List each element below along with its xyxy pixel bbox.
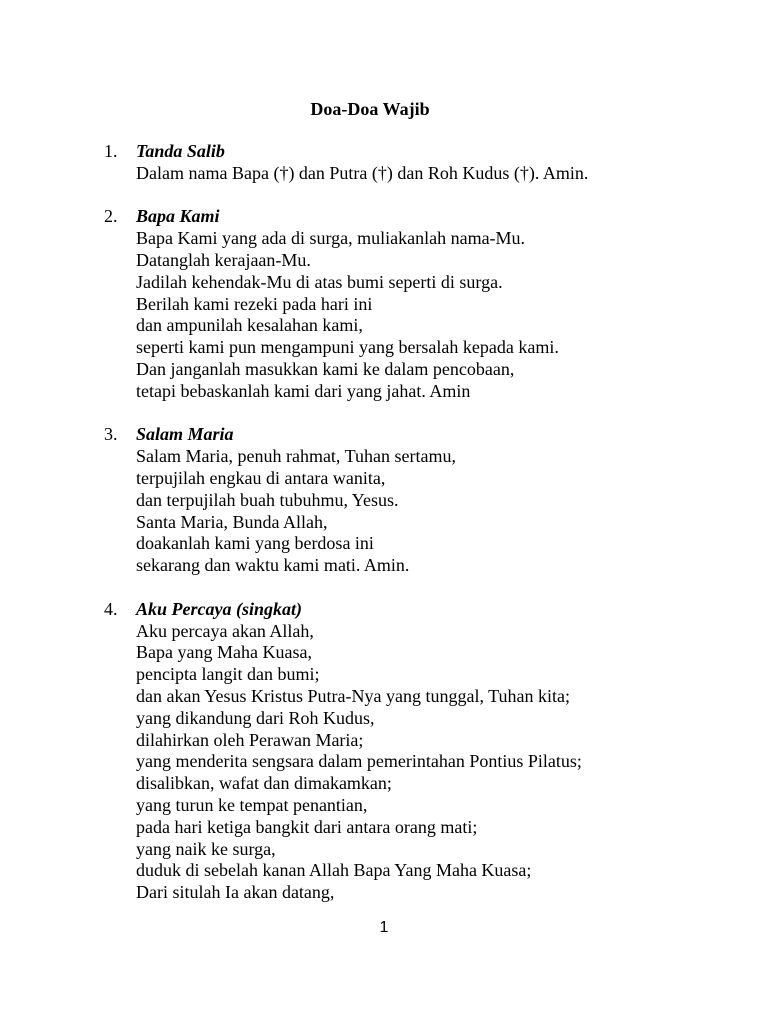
section-body (136, 424, 768, 577)
prayer-line: yang menderita sengsara dalam pemerintahan Pontius Pilatus; (136, 751, 582, 772)
prayer-line: Dan janganlah masukkan kami ke dalam pencobaan, (136, 358, 515, 379)
prayer-line: doakanlah kami yang berdosa ini (136, 533, 374, 554)
prayer-line: dilahirkan oleh Perawan Maria; (136, 729, 364, 750)
prayer-line: sekarang dan waktu kami mati. Amin. (136, 555, 410, 576)
section-heading: Bapa Kami (136, 206, 220, 227)
prayer-line: tetapi bebaskanlah kami dari yang jahat. Amin (136, 380, 471, 401)
prayer-line: pencipta langit dan bumi; (136, 664, 320, 685)
prayer-line: Santa Maria, Bunda Allah, (136, 511, 328, 532)
document-title: Doa-Doa Wajib (310, 99, 430, 119)
section-lines (136, 621, 768, 904)
prayer-line: yang naik ke surga, (136, 838, 276, 859)
section-heading: Aku Percaya (singkat) (136, 598, 302, 619)
page-number: 1 (379, 919, 389, 936)
section-lines (136, 163, 768, 185)
section-number: 1. (104, 141, 118, 161)
section-lines (136, 228, 768, 402)
prayer-section (0, 141, 768, 185)
prayer-line: Jadilah kehendak-Mu di atas bumi seperti di surga. (136, 271, 503, 292)
section-heading: Tanda Salib (136, 141, 225, 161)
prayer-line: duduk di sebelah kanan Allah Bapa Yang Maha Kuasa; (136, 860, 532, 881)
prayer-line: dan ampunilah kesalahan kami, (136, 315, 363, 336)
prayer-line: disalibkan, wafat dan dimakamkan; (136, 773, 392, 794)
section-body (136, 141, 768, 185)
section-number: 2. (104, 206, 118, 227)
section-number: 3. (104, 424, 118, 445)
prayer-line: Dari situlah Ia akan datang, (136, 882, 335, 903)
prayer-line: seperti kami pun mengampuni yang bersalah kepada kami. (136, 337, 559, 358)
prayer-line: dan terpujilah buah tubuhmu, Yesus. (136, 489, 399, 510)
prayer-line: yang turun ke tempat penantian, (136, 794, 368, 815)
prayer-section (0, 424, 768, 577)
prayer-line: Datanglah kerajaan-Mu. (136, 249, 311, 270)
section-lines (136, 446, 768, 577)
prayer-line: dan akan Yesus Kristus Putra-Nya yang tunggal, Tuhan kita; (136, 685, 570, 706)
prayer-line: Bapa Kami yang ada di surga, muliakanlah nama-Mu. (136, 228, 526, 249)
prayer-line: Dalam nama Bapa (†) dan Putra (†) dan Roh Kudus (†). Amin. (136, 162, 589, 183)
section-heading: Salam Maria (136, 424, 234, 445)
prayer-line: Aku percaya akan Allah, (136, 620, 314, 641)
prayer-line: yang dikandung dari Roh Kudus, (136, 707, 375, 728)
prayer-line: Bapa yang Maha Kuasa, (136, 642, 312, 663)
prayer-section (0, 206, 768, 402)
prayer-line: Berilah kami rezeki pada hari ini (136, 293, 373, 314)
prayer-line: terpujilah engkau di antara wanita, (136, 467, 386, 488)
section-body (136, 206, 768, 402)
section-number: 4. (104, 598, 118, 619)
section-body (136, 599, 768, 904)
prayer-line: Salam Maria, penuh rahmat, Tuhan sertamu, (136, 446, 456, 467)
prayer-section (0, 599, 768, 904)
prayer-list (0, 141, 768, 926)
prayer-line: pada hari ketiga bangkit dari antara orang mati; (136, 816, 478, 837)
